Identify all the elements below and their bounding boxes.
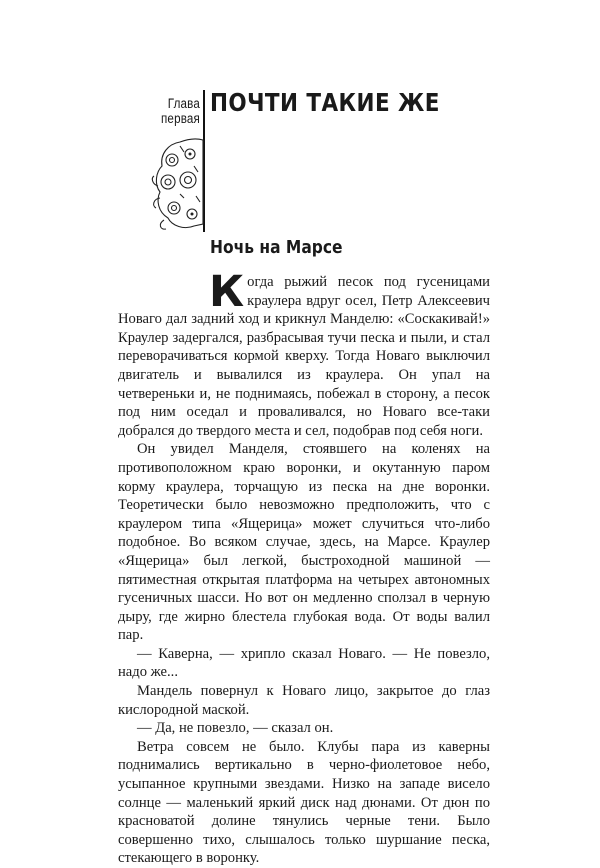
paragraph-5: — Да, не повезло, — сказал он. <box>137 720 334 737</box>
paragraph-1-text: огда рыжий песок под гусеницами краулера вдруг осел, Петр Алексеевич Новаго дал задний ход и крикнул Манделю: «Соскакивай!» Краулер задергался, разбрасывая тучи песка и пыли, и стал переворачиваться кормой кверху. Тогда Новаго выключил двигатель и вывалился из краулера. Он упал на четвереньки и, не поднимаясь, побежал в сторону, а песок под ним оседал и проваливался, но Новаго все-таки добрался до твердого места и сел, подобрав под себя ноги. <box>118 274 490 439</box>
chapter-label: Глава первая <box>160 96 200 126</box>
paragraph-6: Ветра совсем не было. Клубы пара из каверны поднимались вертикально в черно-фиолетовое небо, усыпанное крупными звездами. Низко на западе висело солнце — маленький яркий диск над дюнами. От дюн по красноватой долине тянулись черные тени. Было совершенно тихо, слышалось только шуршание песка, стекающего в воронку. <box>118 738 490 867</box>
paragraph-2: Он увидел Манделя, стоявшего на коленях на противоположном краю воронки, и окутанную паром корму краулера, торчащую из песка на дне воронки. Теоретически было невозможно предположить, что с краулером типа «Ящерица» может случиться что-либо подобное. Во всяком случае, здесь, на Марсе. Краулер «Ящерица» был легкой, быстроходной машиной — пятиместная открытая платформа на четырех автономных гусеничных шасси. Но вот он медленно сползал в черную дыру, где жирно блестела глубокая вода. От воды валил пар. <box>118 441 490 644</box>
paragraph-1 <box>118 267 490 440</box>
section-title: Ночь на Марсе <box>210 237 343 258</box>
body-text <box>118 267 490 868</box>
chapter-title: ПОЧТИ ТАКИЕ ЖЕ <box>210 88 440 117</box>
paragraph-4: Мандель повернул к Новаго лицо, закрытое до глаз кислородной маской. <box>118 683 490 718</box>
coral-creature-icon <box>150 136 204 232</box>
drop-cap: К <box>209 267 245 317</box>
paragraph-3: — Каверна, — хрипло сказал Новаго. — Не повезло, надо же... <box>118 645 490 681</box>
